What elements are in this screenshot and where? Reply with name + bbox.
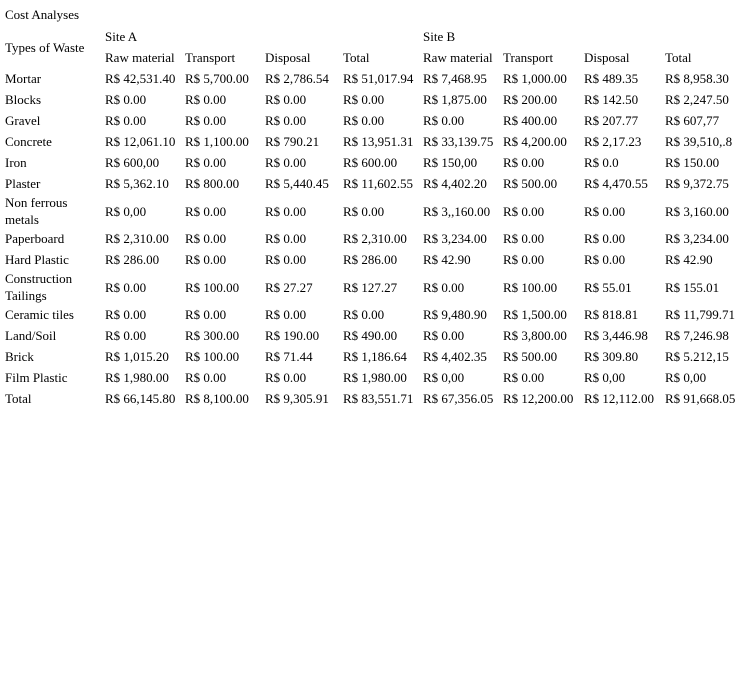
table-row — [3, 152, 743, 173]
table-cell: R$ 0,00 — [423, 370, 465, 385]
table-cell: R$ 13,951.31 — [343, 134, 414, 149]
table-cell: R$ 0,00 — [665, 370, 707, 385]
total-row — [3, 388, 743, 409]
table-cell: R$ 91,668.05 — [665, 391, 736, 406]
table-cell: R$ 5,700.00 — [185, 71, 249, 86]
table-cell: R$ 55.01 — [584, 279, 632, 295]
table-cell: R$ 0,00 — [105, 203, 147, 219]
table-cell: R$ 490.00 — [343, 328, 398, 343]
table-cell: R$ 12,061.10 — [105, 134, 176, 149]
table-cell: R$ 200.00 — [503, 92, 558, 107]
table-cell: R$ 3,446.98 — [584, 328, 648, 343]
table-cell: R$ 3,,160.00 — [423, 203, 491, 219]
table-cell: R$ 190.00 — [265, 328, 320, 343]
row-label: Blocks — [5, 92, 42, 107]
row-label: Non ferrous metals — [5, 195, 68, 227]
table-cell: R$ 0.00 — [584, 231, 626, 246]
table-cell: R$ 0.00 — [265, 231, 307, 246]
table-cell: R$ 7,246.98 — [665, 328, 729, 343]
table-row — [3, 249, 743, 270]
table-cell: R$ 0.00 — [423, 113, 465, 128]
table-cell: R$ 0.00 — [185, 252, 227, 267]
table-cell: R$ 39,510,.8 — [665, 134, 733, 149]
table-cell: R$ 0.00 — [265, 92, 307, 107]
row-label: Ceramic tiles — [5, 307, 74, 322]
table-cell: R$ 0.00 — [343, 203, 385, 219]
table-cell: R$ 0.00 — [265, 155, 307, 170]
table-cell: R$ 286.00 — [343, 252, 398, 267]
row-label: Concrete — [5, 134, 52, 149]
table-cell: R$ 600,00 — [105, 155, 160, 170]
table-cell: R$ 0.00 — [265, 203, 307, 219]
table-cell: R$ 0.00 — [503, 370, 545, 385]
table-cell: R$ 3,234.00 — [423, 231, 487, 246]
table-cell: R$ 0.00 — [265, 370, 307, 385]
table-cell: R$ 0.00 — [423, 279, 465, 295]
table-cell: R$ 1,100.00 — [185, 134, 249, 149]
table-row — [3, 228, 743, 249]
table-cell: R$ 0.00 — [105, 92, 147, 107]
row-label: Mortar — [5, 71, 42, 86]
table-row — [3, 89, 743, 110]
table-cell: R$ 12,112.00 — [584, 391, 654, 406]
table-cell: R$ 2,247.50 — [665, 92, 729, 107]
table-cell: R$ 12,200.00 — [503, 391, 574, 406]
table-cell: R$ 0.00 — [503, 231, 545, 246]
table-cell: R$ 0.00 — [185, 231, 227, 246]
table-row — [3, 304, 743, 325]
row-label: Iron — [5, 155, 27, 170]
table-row — [3, 346, 743, 367]
table-cell: R$ 5.212,15 — [665, 349, 729, 364]
site-a-header: Site A — [105, 29, 138, 44]
table-cell: R$ 790.21 — [265, 134, 320, 149]
table-cell: R$ 2,17.23 — [584, 134, 642, 149]
table-cell: R$ 2,310.00 — [105, 231, 169, 246]
table-cell: R$ 607,77 — [665, 113, 720, 128]
column-header-row — [3, 47, 743, 68]
table-cell: R$ 0.00 — [343, 92, 385, 107]
column-header: Raw material — [423, 50, 493, 65]
table-cell: R$ 7,468.95 — [423, 71, 487, 86]
row-label: Total — [5, 391, 32, 406]
table-cell: R$ 0.00 — [343, 307, 385, 322]
table-cell: R$ 207.77 — [584, 113, 639, 128]
table-cell: R$ 11,602.55 — [343, 176, 413, 191]
table-cell: R$ 9,480.90 — [423, 307, 487, 322]
table-row — [3, 131, 743, 152]
table-row — [3, 325, 743, 346]
table-cell: R$ 0.00 — [105, 279, 147, 295]
table-cell: R$ 309.80 — [584, 349, 639, 364]
table-cell: R$ 500.00 — [503, 176, 558, 191]
table-cell: R$ 0.00 — [185, 203, 227, 219]
table-row — [3, 68, 743, 89]
column-header: Transport — [185, 50, 236, 65]
row-label: Plaster — [5, 176, 41, 191]
table-cell: R$ 0.00 — [265, 113, 307, 128]
table-cell: R$ 66,145.80 — [105, 391, 176, 406]
table-header — [3, 26, 743, 68]
column-header: Total — [665, 50, 692, 65]
table-cell: R$ 818.81 — [584, 307, 639, 322]
table-cell: R$ 0.00 — [265, 307, 307, 322]
column-header: Transport — [503, 50, 554, 65]
table-cell: R$ 0.00 — [343, 113, 385, 128]
row-label: Film Plastic — [5, 370, 68, 385]
table-cell: R$ 0.00 — [105, 307, 147, 322]
table-cell: R$ 155.01 — [665, 279, 720, 295]
table-row — [3, 110, 743, 131]
table-cell: R$ 33,139.75 — [423, 134, 494, 149]
table-cell: R$ 0.00 — [584, 203, 626, 219]
table-cell: R$ 4,402.35 — [423, 349, 487, 364]
table-cell: R$ 286.00 — [105, 252, 160, 267]
table-cell: R$ 3,160.00 — [665, 203, 729, 219]
table-cell: R$ 71.44 — [265, 349, 313, 364]
table-cell: R$ 42.90 — [665, 252, 713, 267]
table-cell: R$ 83,551.71 — [343, 391, 414, 406]
table-row — [3, 367, 743, 388]
table-cell: R$ 4,470.55 — [584, 176, 648, 191]
table-cell: R$ 67,356.05 — [423, 391, 494, 406]
table-cell: R$ 2,786.54 — [265, 71, 329, 86]
table-cell: R$ 1,186.64 — [343, 349, 407, 364]
table-row — [3, 194, 743, 228]
table-cell: R$ 1,000.00 — [503, 71, 567, 86]
table-cell: R$ 0.00 — [185, 155, 227, 170]
table-cell: R$ 0.00 — [185, 370, 227, 385]
table-cell: R$ 3,800.00 — [503, 328, 567, 343]
table-cell: R$ 489.35 — [584, 71, 639, 86]
table-cell: R$ 0.00 — [185, 307, 227, 322]
table-cell: R$ 1,015.20 — [105, 349, 169, 364]
table-cell: R$ 0.0 — [584, 155, 619, 170]
table-cell: R$ 100.00 — [503, 279, 558, 295]
table-cell: R$ 42,531.40 — [105, 71, 176, 86]
table-cell: R$ 150,00 — [423, 155, 478, 170]
table-cell: R$ 150.00 — [665, 155, 720, 170]
table-cell: R$ 42.90 — [423, 252, 471, 267]
row-label: Land/Soil — [5, 328, 57, 343]
column-header: Disposal — [584, 50, 630, 65]
table-cell: R$ 0.00 — [503, 203, 545, 219]
table-cell: R$ 51,017.94 — [343, 71, 414, 86]
table-cell: R$ 300.00 — [185, 328, 240, 343]
column-header: Total — [343, 50, 370, 65]
row-label: Gravel — [5, 113, 41, 128]
table-cell: R$ 11,799.71 — [665, 307, 735, 322]
table-cell: R$ 3,234.00 — [665, 231, 729, 246]
table-cell: R$ 5,440.45 — [265, 176, 329, 191]
table-cell: R$ 8,958.30 — [665, 71, 729, 86]
table-cell: R$ 0.00 — [503, 155, 545, 170]
table-cell: R$ 1,875.00 — [423, 92, 487, 107]
table-cell: R$ 9,305.91 — [265, 391, 329, 406]
table-cell: R$ 500.00 — [503, 349, 558, 364]
table-row — [3, 173, 743, 194]
row-label: Paperboard — [5, 231, 65, 246]
cost-table — [3, 26, 743, 409]
table-cell: R$ 0.00 — [265, 252, 307, 267]
table-cell: R$ 0,00 — [584, 370, 626, 385]
table-cell: R$ 0.00 — [423, 328, 465, 343]
document-title: Cost Analyses — [5, 7, 80, 22]
table-cell: R$ 8,100.00 — [185, 391, 249, 406]
column-header: Raw material — [105, 50, 175, 65]
table-cell: R$ 0.00 — [503, 252, 545, 267]
table-row — [3, 270, 743, 304]
row-label: Construction Tailings — [5, 271, 73, 303]
table-cell: R$ 0.00 — [584, 252, 626, 267]
table-cell: R$ 1,500.00 — [503, 307, 567, 322]
table-cell: R$ 100.00 — [185, 349, 240, 364]
table-cell: R$ 800.00 — [185, 176, 240, 191]
table-cell: R$ 2,310.00 — [343, 231, 407, 246]
table-cell: R$ 27.27 — [265, 279, 313, 295]
table-cell: R$ 600.00 — [343, 155, 398, 170]
table-cell: R$ 127.27 — [343, 279, 398, 295]
column-header: Disposal — [265, 50, 311, 65]
table-cell: R$ 9,372.75 — [665, 176, 729, 191]
table-cell: R$ 100.00 — [185, 279, 240, 295]
table-cell: R$ 1,980.00 — [105, 370, 169, 385]
site-header-row — [3, 26, 743, 47]
table-cell: R$ 4,402.20 — [423, 176, 487, 191]
table-cell: R$ 5,362.10 — [105, 176, 169, 191]
table-cell: R$ 0.00 — [105, 113, 147, 128]
table-cell: R$ 4,200.00 — [503, 134, 567, 149]
site-b-header: Site B — [423, 29, 456, 44]
row-label: Hard Plastic — [5, 252, 69, 267]
table-cell: R$ 0.00 — [105, 328, 147, 343]
table-cell: R$ 142.50 — [584, 92, 639, 107]
table-cell: R$ 1,980.00 — [343, 370, 407, 385]
table-cell: R$ 0.00 — [185, 92, 227, 107]
row-label: Brick — [5, 349, 34, 364]
table-cell: R$ 400.00 — [503, 113, 558, 128]
table-cell: R$ 0.00 — [185, 113, 227, 128]
row-header-label: Types of Waste — [5, 39, 85, 55]
table-body — [3, 68, 743, 409]
